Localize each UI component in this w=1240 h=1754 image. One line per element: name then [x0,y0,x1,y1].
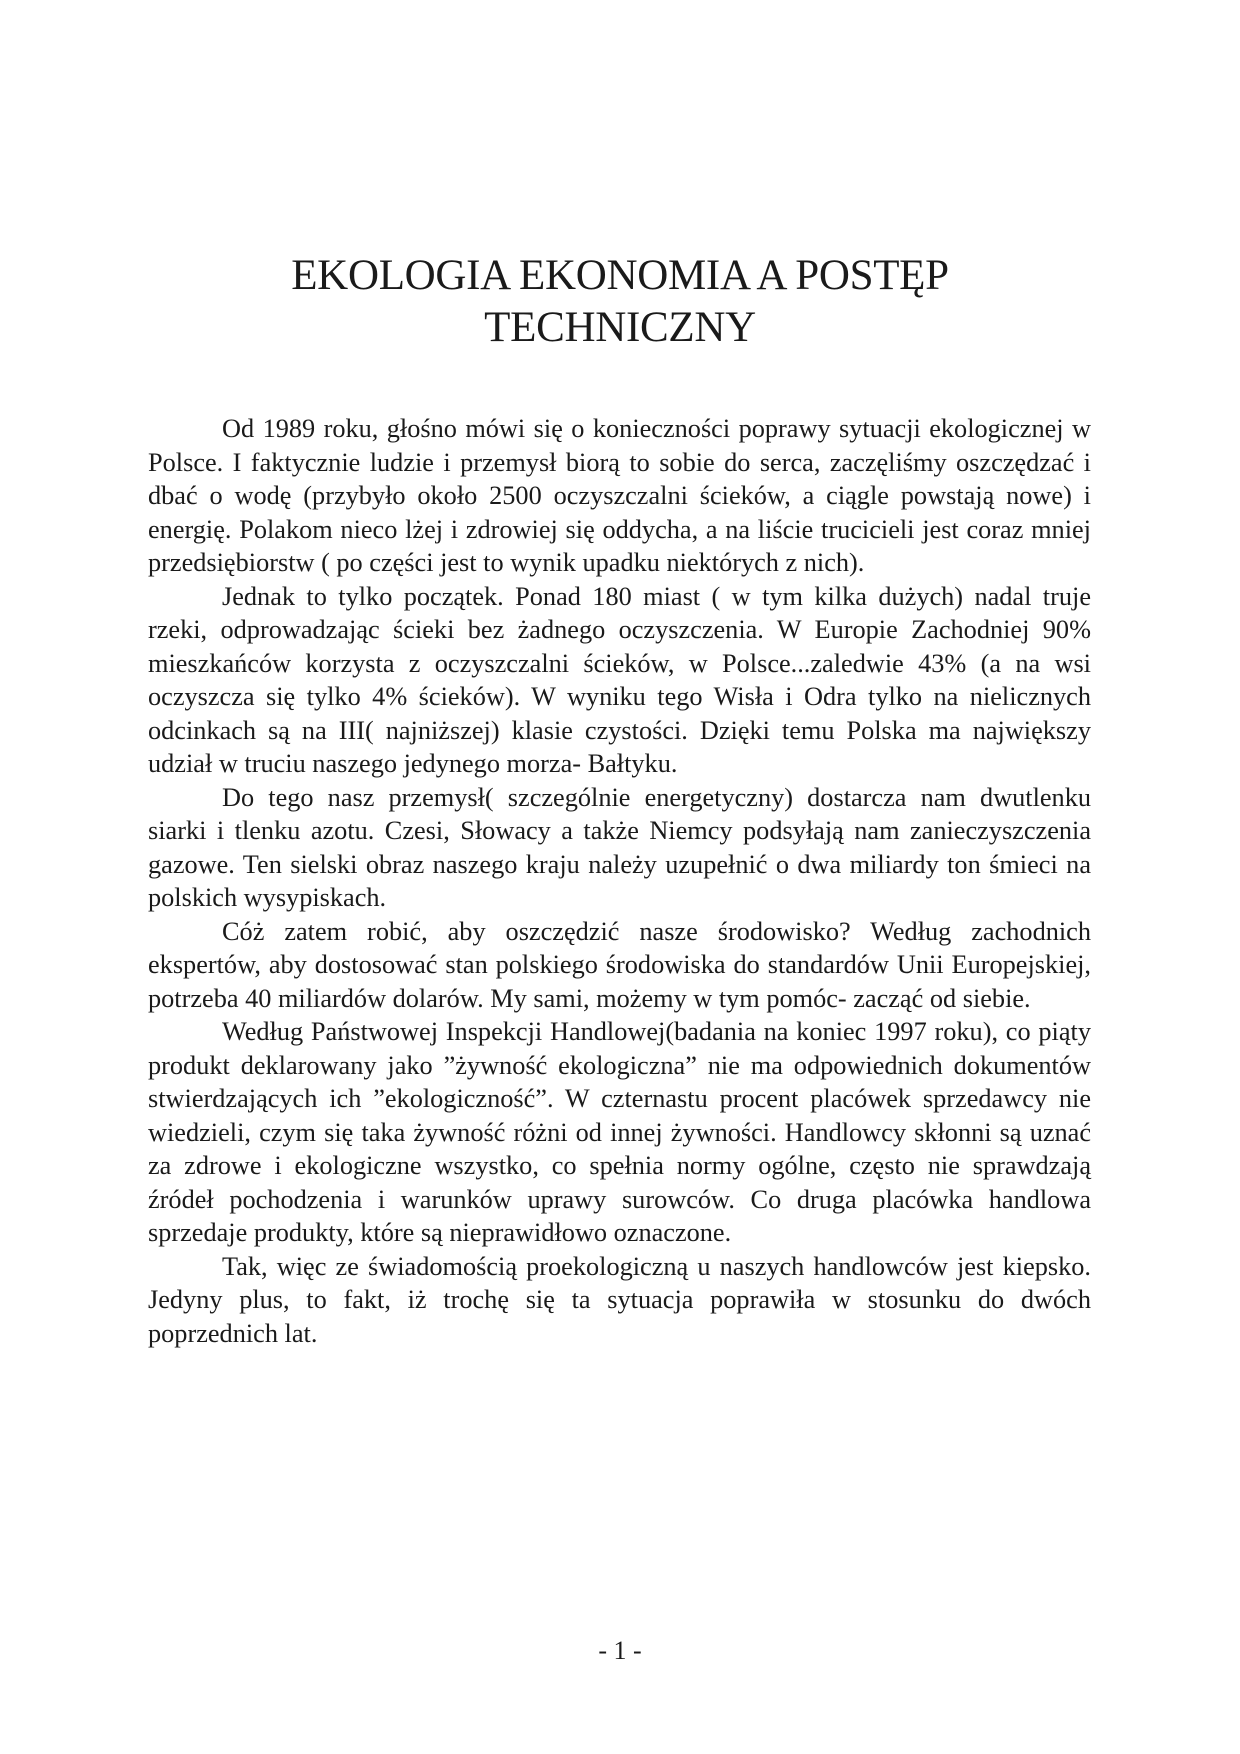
title-line-1: EKOLOGIA EKONOMIA A POSTĘP [291,252,949,299]
document-title [150,250,1090,354]
document-body [148,412,1091,1350]
paragraph-2: Jednak to tylko początek. Ponad 180 miast ( w tym kilka dużych) nadal truje rzeki, odprowadzając ścieki bez żadnego oczyszczenia. W Europie Zachodniej 90% mieszkańców korzysta z oczyszczalni ścieków, w Polsce...zaledwie 43% (a na wsi oczyszcza się tylko 4% ścieków). W wyniku tego Wisła i Odra tylko na nielicznych odcinkach są na III( najniższej) klasie czystości. Dzięki temu Polska ma największy udział w truciu naszego jedynego morza- Bałtyku. [148,581,1091,778]
paragraph-4: Cóż zatem robić, aby oszczędzić nasze środowisko? Według zachodnich ekspertów, aby dostosować stan polskiego środowiska do standardów Unii Europejskiej, potrzeba 40 miliardów dolarów. My sami, możemy w tym pomóc- zacząć od siebie. [148,916,1091,1013]
paragraph-3: Do tego nasz przemysł( szczególnie energetyczny) dostarcza nam dwutlenku siarki i tlenku azotu. Czesi, Słowacy a także Niemcy podsyłają nam zanieczyszczenia gazowe. Ten sielski obraz naszego kraju należy uzupełnić o dwa miliardy ton śmieci na polskich wysypiskach. [148,782,1091,912]
paragraph-5: Według Państwowej Inspekcji Handlowej(badania na koniec 1997 roku), co piąty produkt deklarowany jako ”żywność ekologiczna” nie ma odpowiednich dokumentów stwierdzających ich ”ekologiczność”. W czternastu procent placówek sprzedawcy nie wiedzieli, czym się taka żywność różni od innej żywności. Handlowcy skłonni są uznać za zdrowe i ekologiczne wszystko, co spełnia normy ogólne, często nie sprawdzają źródeł pochodzenia i warunków uprawy surowców. Co druga placówka handlowa sprzedaje produkty, które są nieprawidłowo oznaczone. [148,1017,1091,1247]
title-line-2: TECHNICZNY [484,304,756,351]
paragraph-1: Od 1989 roku, głośno mówi się o konieczności poprawy sytuacji ekologicznej w Polsce. I faktycznie ludzie i przemysł biorą to sobie do serca, zaczęliśmy oszczędzać i dbać o wodę (przybyło około 2500 oczyszczalni ścieków, a ciągle powstają nowe) i energię. Polakom nieco lżej i zdrowiej się oddycha, a na liście trucicieli jest coraz mniej przedsiębiorstw ( po części jest to wynik upadku niektórych z nich). [148,414,1091,577]
page-number: - 1 - [598,1636,642,1665]
paragraph-6: Tak, więc ze świadomością proekologiczną u naszych handlowców jest kiepsko. Jedyny plus, to fakt, iż trochę się ta sytuacja poprawiła w stosunku do dwóch poprzednich lat. [148,1251,1091,1348]
